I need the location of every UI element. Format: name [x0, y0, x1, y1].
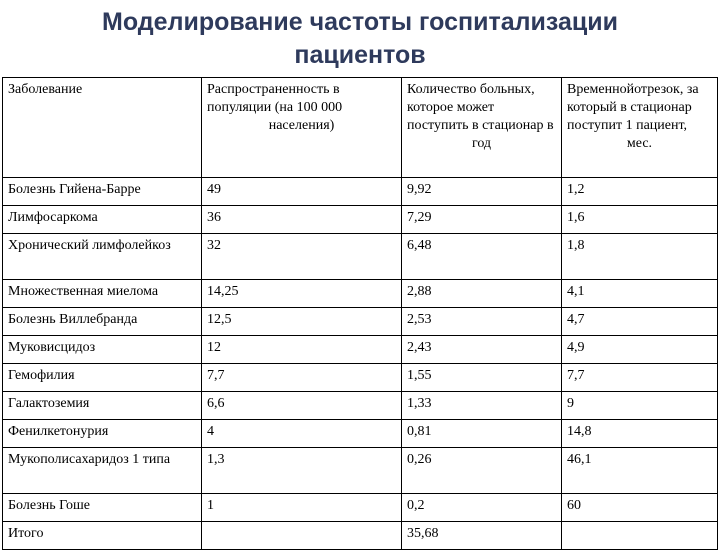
cell-interval: 7,7 [562, 364, 718, 392]
table-row [3, 280, 718, 308]
cell-interval: 1,6 [562, 206, 718, 234]
table-row [3, 206, 718, 234]
cell-disease: Гемофилия [3, 364, 202, 392]
cell-total-patients: 35,68 [402, 522, 562, 550]
cell-disease: Болезнь Виллебранда [3, 308, 202, 336]
table-row [3, 364, 718, 392]
cell-prevalence: 1,3 [202, 448, 402, 494]
cell-disease: Лимфосаркома [3, 206, 202, 234]
cell-prevalence: 49 [202, 178, 402, 206]
cell-disease: Болезнь Гийена-Барре [3, 178, 202, 206]
table-row [3, 308, 718, 336]
cell-disease: Мукополисахаридоз 1 типа [3, 448, 202, 494]
cell-prevalence: 32 [202, 234, 402, 280]
slide-title [0, 6, 720, 72]
cell-interval: 60 [562, 494, 718, 522]
cell-patients: 7,29 [402, 206, 562, 234]
cell-interval: 9 [562, 392, 718, 420]
header-prevalence: Распространенность в популяции (на 100 000 населения) [202, 78, 402, 178]
table-row [3, 178, 718, 206]
cell-disease: Множественная миелома [3, 280, 202, 308]
cell-patients: 0,2 [402, 494, 562, 522]
cell-disease: Галактоземия [3, 392, 202, 420]
header-time-interval: Временнойотрезок, за который в стационар поступит 1 пациент, мес. [562, 78, 718, 178]
cell-interval: 14,8 [562, 420, 718, 448]
cell-interval: 1,2 [562, 178, 718, 206]
cell-interval: 4,7 [562, 308, 718, 336]
cell-patients: 1,33 [402, 392, 562, 420]
cell-total-label: Итого [3, 522, 202, 550]
table-header-row [3, 78, 718, 178]
cell-patients: 1,55 [402, 364, 562, 392]
cell-prevalence: 4 [202, 420, 402, 448]
cell-prevalence: 14,25 [202, 280, 402, 308]
table-row [3, 420, 718, 448]
cell-patients: 0,81 [402, 420, 562, 448]
slide-title-line-2: пациентов [294, 41, 426, 69]
cell-disease: Болезнь Гоше [3, 494, 202, 522]
cell-interval: 46,1 [562, 448, 718, 494]
table-row [3, 392, 718, 420]
cell-disease: Фенилкетонурия [3, 420, 202, 448]
cell-patients: 2,43 [402, 336, 562, 364]
cell-prevalence: 7,7 [202, 364, 402, 392]
cell-prevalence: 36 [202, 206, 402, 234]
cell-interval: 4,1 [562, 280, 718, 308]
cell-patients: 0,26 [402, 448, 562, 494]
cell-interval: 4,9 [562, 336, 718, 364]
cell-prevalence: 12 [202, 336, 402, 364]
table-row [3, 448, 718, 494]
cell-prevalence: 1 [202, 494, 402, 522]
cell-prevalence [202, 522, 402, 550]
cell-patients: 2,88 [402, 280, 562, 308]
cell-interval [562, 522, 718, 550]
table-row [3, 336, 718, 364]
table-row [3, 494, 718, 522]
cell-patients: 6,48 [402, 234, 562, 280]
table-row [3, 234, 718, 280]
hospitalization-table [2, 77, 718, 550]
cell-interval: 1,8 [562, 234, 718, 280]
slide-title-line-1: Моделирование частоты госпитализации [102, 8, 618, 36]
cell-prevalence: 12,5 [202, 308, 402, 336]
header-disease: Заболевание [3, 78, 202, 178]
cell-disease: Хронический лимфолейкоз [3, 234, 202, 280]
cell-prevalence: 6,6 [202, 392, 402, 420]
cell-patients: 2,53 [402, 308, 562, 336]
cell-disease: Муковисцидоз [3, 336, 202, 364]
table-total-row [3, 522, 718, 550]
cell-patients: 9,92 [402, 178, 562, 206]
header-patients-per-year: Количество больных, которое может поступить в стационар в год [402, 78, 562, 178]
